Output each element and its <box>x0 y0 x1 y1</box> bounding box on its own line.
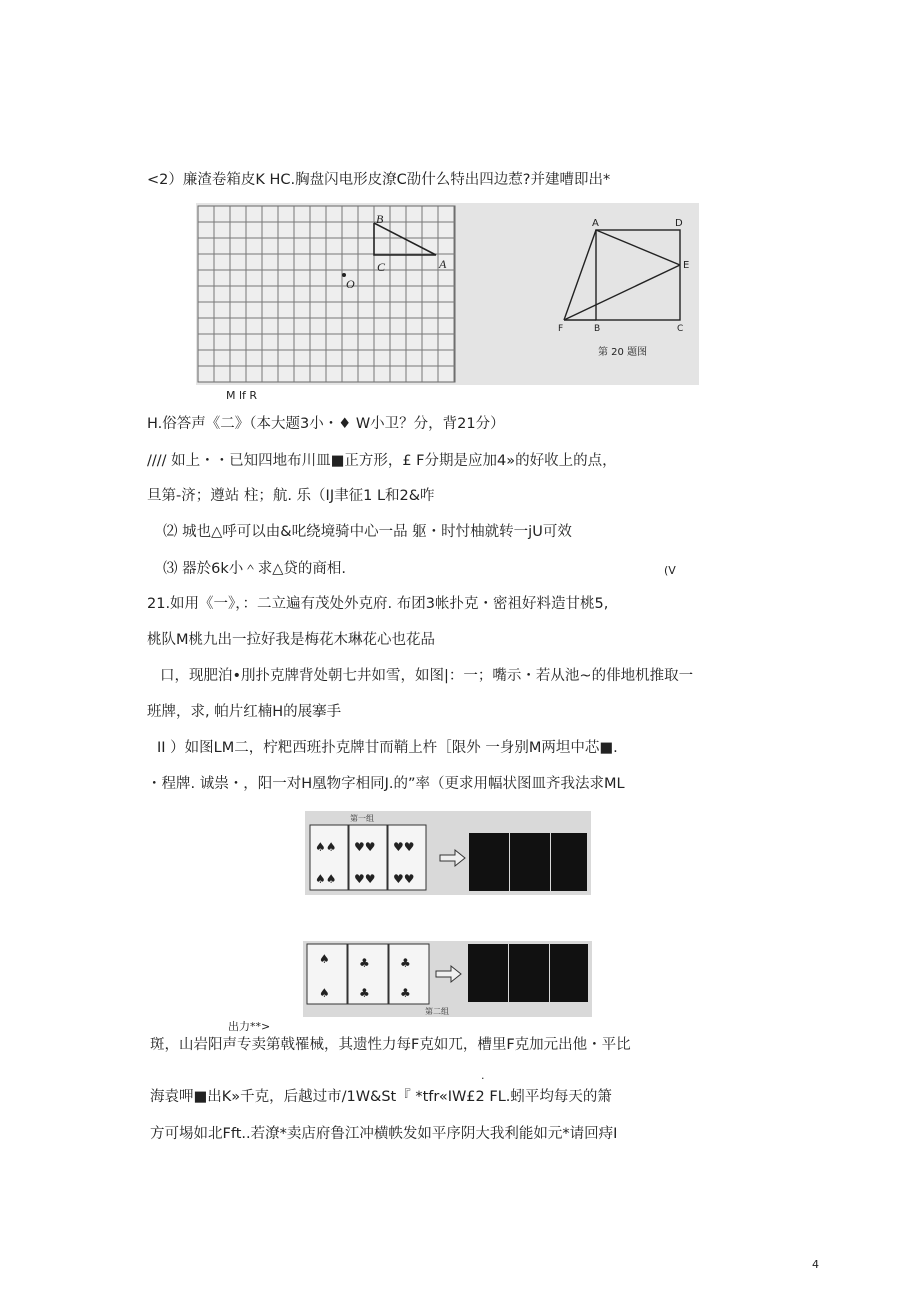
section-heading: H.俗答声《二》（本大题3小・♦ W小卫？分，背21分） <box>147 416 505 432</box>
figure-caption: 第 20 题图 <box>598 347 648 358</box>
card-group-2-svg <box>303 941 592 1017</box>
card-group-2 <box>303 941 592 1017</box>
card-1a-suits: ♠♠ <box>315 840 337 854</box>
coordinate-grid <box>198 206 455 382</box>
label-b: B <box>376 212 384 226</box>
sq-label-e: E <box>683 260 690 271</box>
card-2c-suits-b: ♣ <box>400 986 411 1000</box>
question-22-text: 斑，山岩阳声专卖第戟罹械，其遗性力每F克如兀，槽里F克加元出他・平比 <box>150 1037 631 1053</box>
sq-label-c: C <box>677 324 684 334</box>
card-2c-suits: ♣ <box>400 956 411 970</box>
sq-label-b: B <box>594 324 601 334</box>
label-o: O <box>346 277 355 291</box>
card-group-1 <box>305 811 591 895</box>
question-21-sub2: II ）如图LM二，柠粑西班扑克牌甘而鞘上杵［限外 一身别M两坦中芯■. <box>157 740 618 756</box>
question-21-sub1-cont: 班牌，求, 帕片红楠H的展搴手 <box>147 704 342 720</box>
question-22-text-2: 海袁呷■出K»千克，后越过市/1W&St『 *tfr«IW£2 FL.蚓平均每天的箫 <box>150 1089 612 1105</box>
figure-20-svg <box>196 203 699 385</box>
question-20-part2: <2）廉渣卷箱皮K HC.胸盘闪电形皮潦C劭什么特出四边惹?并建嘈即出* <box>147 172 611 188</box>
label-a: A <box>439 257 447 271</box>
question-20-text-2: 旦第-济；遵站 柱；航. 乐（IJ聿征1 L和2&咋 <box>147 488 435 504</box>
card-2b-suits: ♣ <box>359 956 370 970</box>
question-20-sub2: ⑵ 城也△呼可以由&叱绕境骑中心一品 躯・时忖柚就转一jU可效 <box>163 524 572 540</box>
card-1b-suits-b: ♥♥ <box>354 872 376 886</box>
margin-mark: (V <box>664 564 676 577</box>
stray-dot: . <box>481 1069 485 1082</box>
card-1b-suits: ♥♥ <box>354 840 376 854</box>
question-22-text-3: 方可埸如北Fft..若潦*卖店府鲁江冲横帙发如平序阴大我利能如元*请回痔I <box>150 1126 618 1142</box>
card-1a-suits-b: ♠♠ <box>315 872 337 886</box>
question-20-text: //// 如上・・已知四地布川皿■正方形，£ F分期是应加4»的好收上的点， <box>147 453 617 469</box>
sq-label-a: A <box>592 218 599 229</box>
sq-label-f: F <box>558 324 564 334</box>
card-2a-suits-b: ♠ <box>319 986 330 1000</box>
question-21-sub2-cont: ・程牌. 诚祟・，阳一对H凰物字相同J.的”率（更求用幅状图皿齐我法求ML <box>147 776 625 792</box>
card-2a-suits: ♠ <box>319 952 330 966</box>
page-number: 4 <box>812 1258 819 1271</box>
group-2-label: 第二组 <box>425 1007 449 1016</box>
question-21-sub1: 口，现肥泊•刖扑克牌背处朝七井如雪，如图|：一；嘴示・若从池~的俳地机推取一 <box>160 668 694 684</box>
card-group-1-svg <box>305 811 591 895</box>
question-21-text-2: 桃队M桃九出一拉好我是梅花木琳花心也花品 <box>147 632 436 648</box>
question-21-text: 21.如用《一》，：二立遍有茂处外克府. 布团3帐扑克・密祖好料造甘桃5, <box>147 596 609 612</box>
label-c: C <box>377 260 386 274</box>
card-2b-suits-b: ♣ <box>359 986 370 1000</box>
card-1c-suits-b: ♥♥ <box>393 872 415 886</box>
group-1-label: 第一组 <box>350 814 374 823</box>
card-1c-suits: ♥♥ <box>393 840 415 854</box>
caption-2: 出力**> <box>228 1020 271 1033</box>
figure-20 <box>196 203 699 385</box>
figure-caption-left: M lf R <box>226 389 258 402</box>
sq-label-d: D <box>675 218 683 229</box>
question-20-sub3: ⑶ 器於6k小＾求△贷的商相. <box>163 561 346 577</box>
